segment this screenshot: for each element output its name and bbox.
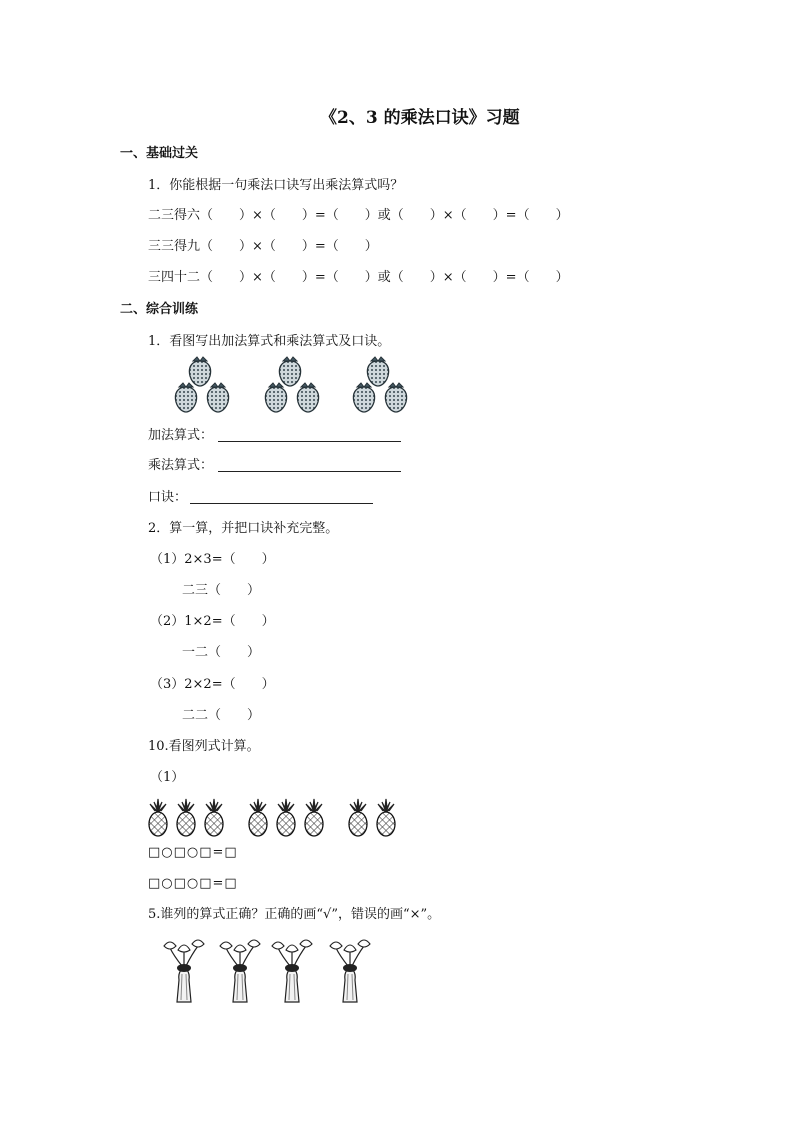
practice-question-10-prompt: 10.看图列式计算。 (148, 739, 260, 754)
strawberry-icon (265, 383, 286, 412)
pineapple-icon (149, 799, 167, 836)
strawberry-group-2 (265, 357, 318, 412)
strawberry-icon (297, 383, 318, 412)
strawberry-icon (367, 357, 388, 386)
strawberry-icon (175, 383, 196, 412)
practice-question-1-prompt: 1．看图写出加法算式和乘法算式及口诀。 (148, 334, 391, 349)
addition-answer-line[interactable] (218, 441, 401, 442)
rhyme-row-1: 二三得六（ ）×（ ）=（ ）或（ ）×（ ）=（ ） (148, 208, 569, 223)
question-1-prompt: 1．你能根据一句乘法口诀写出乘法算式吗？ (148, 178, 404, 193)
practice-question-5-prompt: 5.谁列的算式正确？正确的画“√”，错误的画“×”。 (148, 907, 441, 922)
rhyme-row-3: 三四十二（ ）×（ ）=（ ）或（ ）×（ ）=（ ） (148, 270, 569, 285)
rhyme-row-2: 三三得九（ ）×（ ）=（ ） (148, 239, 378, 254)
flower-vase-icon (220, 940, 260, 1002)
strawberry-icon (279, 357, 300, 386)
pineapple-icon (205, 799, 223, 836)
strawberry-icon (353, 383, 374, 412)
pineapple-icon (277, 799, 295, 836)
equation-template-2[interactable]: □○□○□=□ (148, 876, 238, 891)
section-heading-practice: 二、综合训练 (120, 302, 199, 317)
strawberry-icon (207, 383, 228, 412)
flower-vase-icon (330, 940, 370, 1002)
flower-vase-icon (164, 940, 204, 1002)
multiplication-label: 乘法算式： (148, 458, 214, 473)
calc-rhyme-1: 二三（ ） (182, 583, 261, 598)
practice-question-2-prompt: 2．算一算，并把口诀补充完整。 (148, 521, 339, 536)
multiplication-answer-line[interactable] (218, 471, 401, 472)
pineapple-icon (349, 799, 367, 836)
flower-vase-picture (160, 938, 380, 1004)
strawberry-icon (385, 383, 406, 412)
pineapple-icon (305, 799, 323, 836)
calc-item-1: （1）2×3=（ ） (150, 552, 275, 567)
strawberry-picture (172, 356, 422, 418)
rhyme-label: 口诀： (148, 490, 188, 505)
calc-rhyme-3: 二二（ ） (182, 708, 261, 723)
section-heading-basic: 一、基础过关 (120, 146, 199, 161)
question-10-sub-label: （1） (150, 770, 185, 785)
flower-vase-icon (272, 940, 312, 1002)
strawberry-group-3 (353, 357, 406, 412)
equation-template-1[interactable]: □○□○□=□ (148, 845, 238, 860)
pineapple-group-1 (149, 799, 223, 836)
pineapple-group-2 (249, 799, 323, 836)
strawberry-icon (189, 357, 210, 386)
calc-rhyme-2: 一二（ ） (182, 645, 261, 660)
pineapple-icon (377, 799, 395, 836)
page-title: 《2、3 的乘法口诀》习题 (320, 108, 520, 128)
addition-label: 加法算式： (148, 428, 214, 443)
calc-item-3: （3）2×2=（ ） (150, 677, 275, 692)
calc-item-2: （2）1×2=（ ） (150, 614, 275, 629)
rhyme-answer-line[interactable] (190, 503, 373, 504)
strawberry-group-1 (175, 357, 228, 412)
pineapple-icon (177, 799, 195, 836)
pineapple-group-3 (349, 799, 395, 836)
pineapple-picture (146, 796, 408, 836)
pineapple-icon (249, 799, 267, 836)
